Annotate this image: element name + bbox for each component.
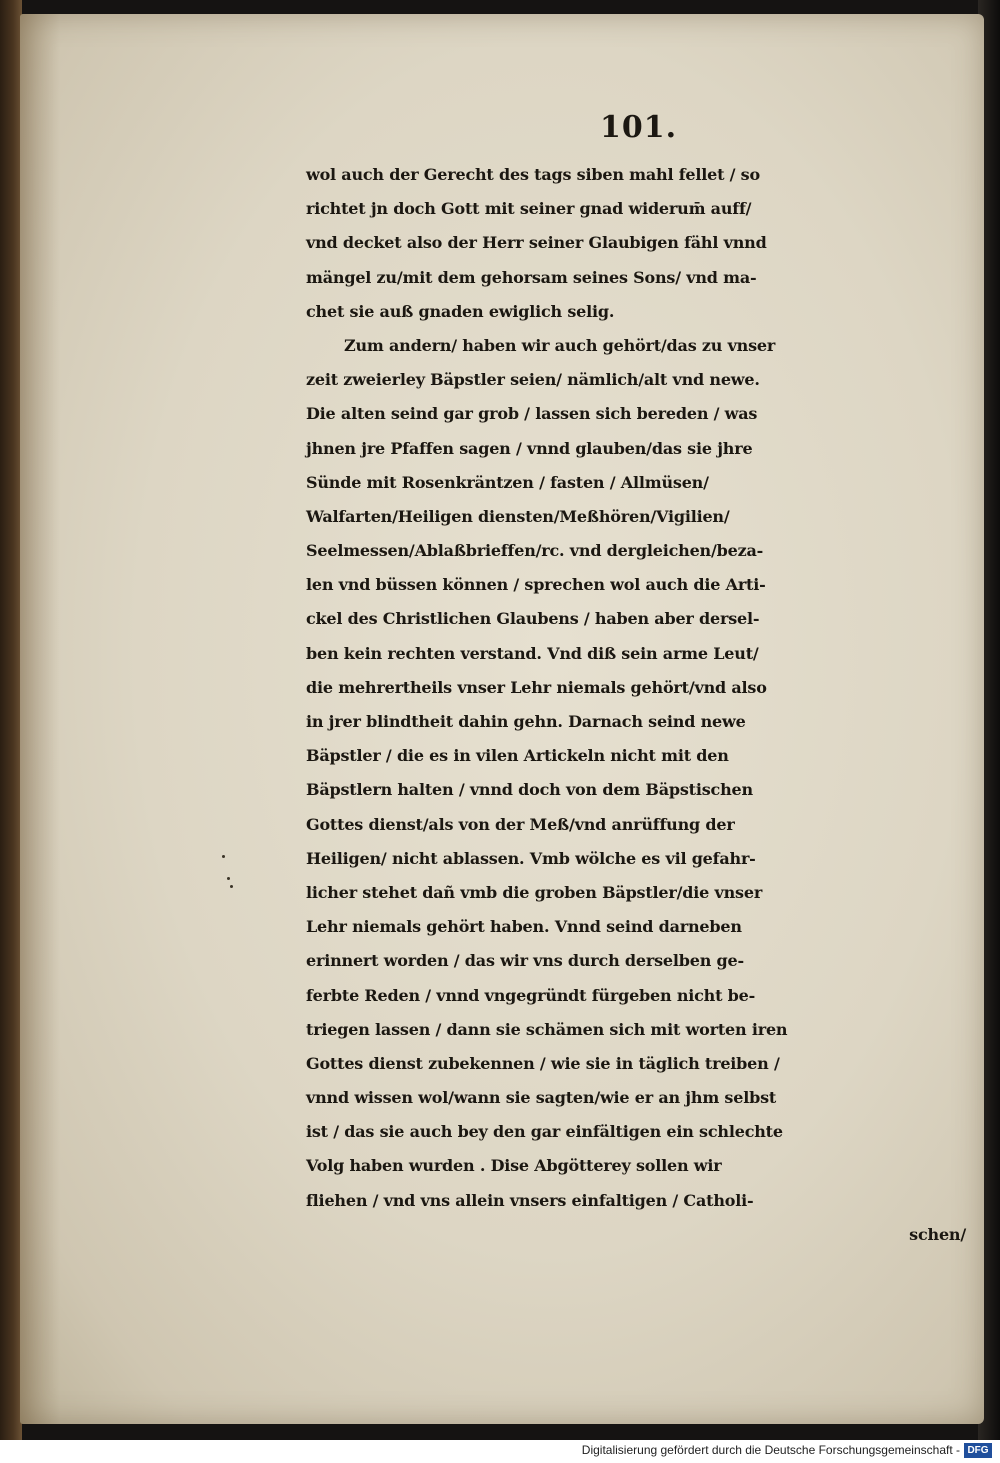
text-line: ferbte Reden / vnnd vngegründt fürgeben nicht be- [306,985,756,1005]
book-binding-left [0,0,22,1440]
text-line: zeit zweierley Bäpstler seien/ nämlich/alt vnd newe. [306,370,760,390]
text-line: Seelmessen/Ablaßbrieffen/rc. vnd dergleichen/beza- [306,541,764,561]
digitization-footer [0,1440,1000,1463]
text-line: licher stehet dañ vmb die groben Bäpstler/die vnser [306,882,763,902]
text-line: Heiligen/ nicht ablassen. Vmb wölche es vil gefahr- [306,848,756,868]
text-line: vnd decket also der Herr seiner Glaubigen fähl vnnd [306,233,767,253]
text-line: Sünde mit Rosenkräntzen / fasten / Allmüsen/ [306,472,709,492]
margin-marks [218,855,238,895]
text-line: Volg haben wurden . Dise Abgötterey sollen wir [306,1156,722,1176]
text-line: mängel zu/mit dem gehorsam seines Sons/ vnd ma- [306,267,757,287]
text-line: wol auch der Gerecht des tags siben mahl fellet / so [306,165,760,184]
folio-number: 101. [600,110,678,145]
text-line: jhnen jre Pfaffen sagen / vnnd glauben/das sie jhre [306,438,753,458]
text-line: Gottes dienst/als von der Meß/vnd anrüffung der [306,814,735,834]
text-line: Walfarten/Heiligen diensten/Meßhören/Vigilien/ [306,506,730,526]
text-line: in jrer blindtheit dahin gehn. Darnach seind newe [306,712,746,731]
text-line: Gottes dienst zubekennen / wie sie in täglich treiben / [306,1053,780,1073]
body-text [306,158,986,1252]
text-line: richtet jn doch Gott mit seiner gnad widerum̄ auff/ [306,199,752,219]
funding-credit: Digitalisierung gefördert durch die Deutsche Forschungsgemeinschaft - [581,1443,960,1457]
text-line: erinnert worden / das wir vns durch derselben ge- [306,951,744,971]
text-line: Zum andern/ haben wir auch gehört/das zu vnser [344,335,776,355]
catchword: schen/ [909,1224,966,1244]
text-line: Bäpstlern halten / vnnd doch von dem Bäpstischen [306,780,753,800]
text-line: ben kein rechten verstand. Vnd diß sein arme Leut/ [306,643,759,663]
text-line: fliehen / vnd vns allein vnsers einfaltigen / Catholi- [306,1190,754,1210]
text-line: Bäpstler / die es in vilen Artickeln nicht mit den [306,746,729,766]
text-line: vnnd wissen wol/wann sie sagten/wie er an jhm selbst [306,1088,777,1108]
dfg-logo-icon: DFG [964,1443,992,1458]
text-line: triegen lassen / dann sie schämen sich mit worten iren [306,1019,788,1039]
text-line: len vnd büssen können / sprechen wol auch die Arti- [306,575,766,595]
text-line: ckel des Christlichen Glaubens / haben aber dersel- [306,609,760,629]
text-line: Lehr niemals gehört haben. Vnnd seind darneben [306,917,742,937]
text-line: die mehrertheils vnser Lehr niemals gehört/vnd also [306,677,767,697]
text-line: Die alten seind gar grob / lassen sich bereden / was [306,404,758,424]
page-gutter-shadow [20,14,60,1424]
text-line: ist / das sie auch bey den gar einfältigen ein schlechte [306,1122,783,1142]
text-line: chet sie auß gnaden ewiglich selig. [306,301,615,321]
